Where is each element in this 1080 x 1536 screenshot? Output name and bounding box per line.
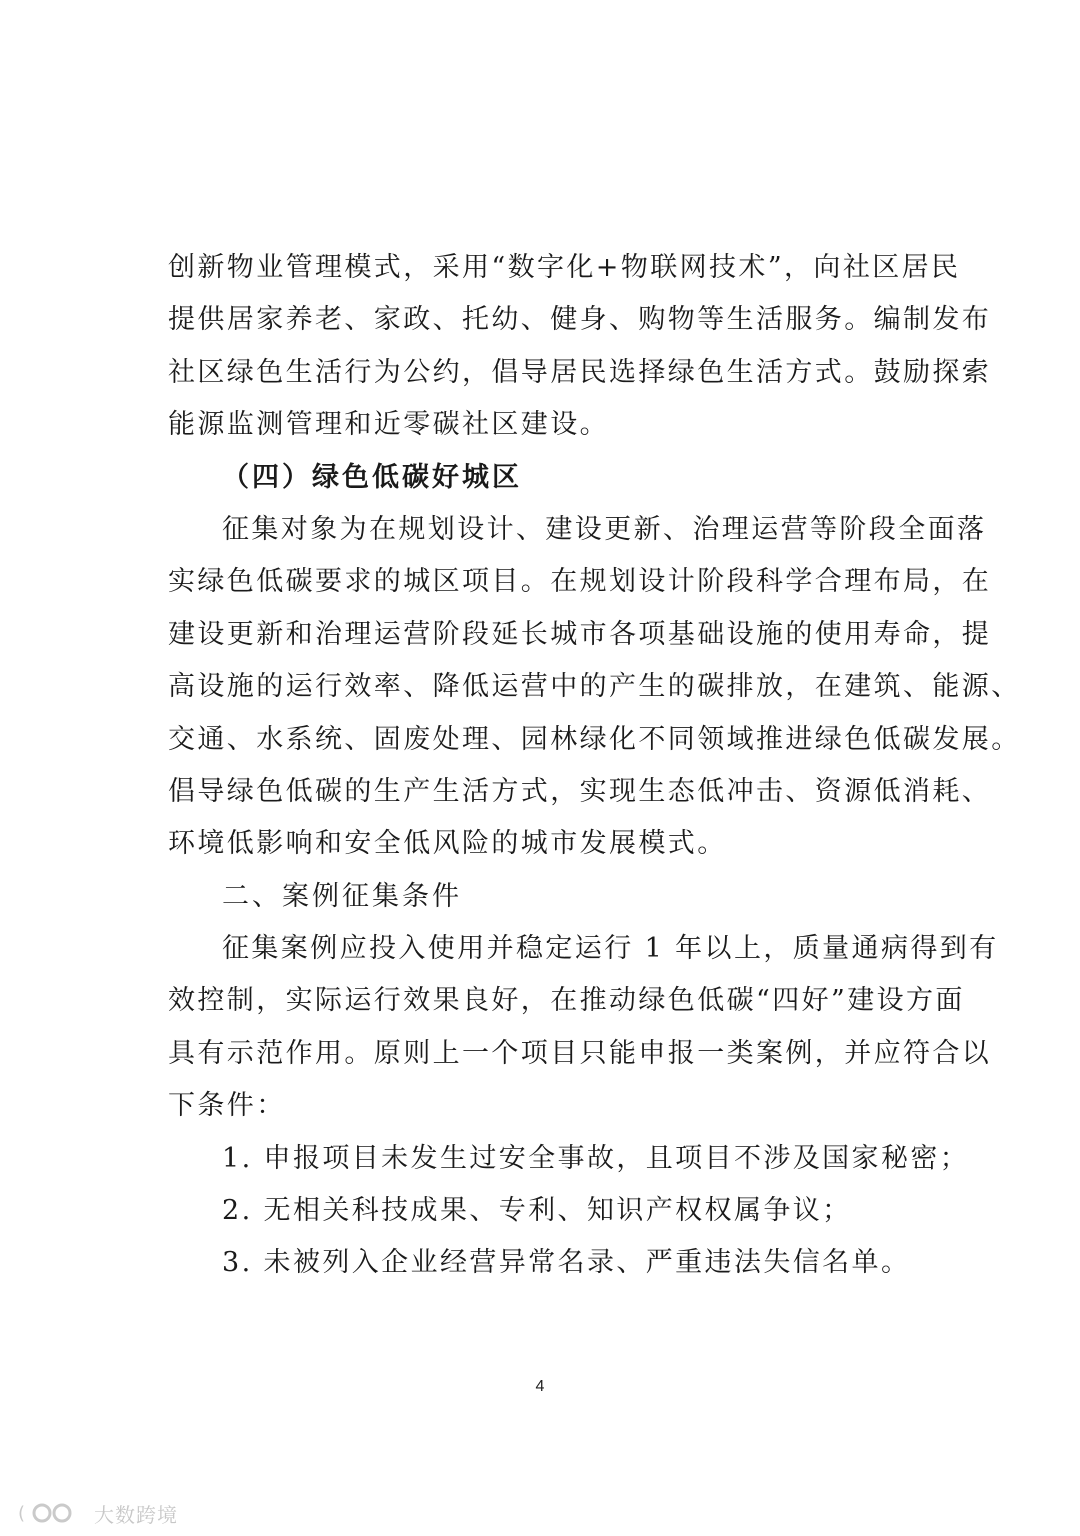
paragraph-line: 征集案例应投入使用并稳定运行 1 年以上，质量通病得到有: [222, 933, 999, 965]
paragraph-line: 创新物业管理模式，采用“数字化+物联网技术”，向社区居民: [168, 252, 961, 283]
subsection-heading: （四）绿色低碳好城区: [222, 461, 522, 493]
paragraph-line: 具有示范作用。原则上一个项目只能申报一类案例，并应符合以: [168, 1037, 992, 1069]
paragraph-line: 建设更新和治理运营阶段延长城市各项基础设施的使用寿命，提: [168, 618, 992, 650]
paragraph-line: 交通、水系统、固废处理、园林绿化不同领域推进绿色低碳发展。: [168, 723, 1021, 755]
paragraph-line: 环境低影响和安全低风险的城市发展模式。: [168, 828, 727, 860]
infinity-logo-icon: [18, 1500, 88, 1526]
paragraph-line: 效控制，实际运行效果良好，在推动绿色低碳“四好”建设方面: [168, 985, 965, 1017]
section-heading: 二、案例征集条件: [222, 880, 462, 912]
svg-text:(: (: [18, 1503, 26, 1524]
paragraph-line: 社区绿色生活行为公约，倡导居民选择绿色生活方式。鼓励探索: [168, 356, 992, 388]
condition-item: 2. 无相关科技成果、专利、知识产权权属争议；: [222, 1195, 852, 1227]
condition-item: 3. 未被列入企业经营异常名录、严重违法失信名单。: [222, 1247, 911, 1279]
paragraph-line: 下条件：: [168, 1090, 286, 1122]
condition-item: 1. 申报项目未发生过安全事故，且项目不涉及国家秘密；: [222, 1142, 970, 1174]
document-body: [168, 242, 1021, 1290]
paragraph-line: 提供居家养老、家政、托幼、健身、购物等生活服务。编制发布: [168, 304, 992, 336]
page-number: 4: [535, 1378, 545, 1395]
paragraph-line: 征集对象为在规划设计、建设更新、治理运营等阶段全面落: [222, 513, 987, 545]
watermark: [18, 1498, 178, 1528]
watermark-text: 大数跨境: [94, 1502, 178, 1527]
paragraph-line: 能源监测管理和近零碳社区建设。: [168, 409, 609, 441]
paragraph-line: 实绿色低碳要求的城区项目。在规划设计阶段科学合理布局，在: [168, 566, 992, 598]
paragraph-line: 高设施的运行效率、降低运营中的产生的碳排放，在建筑、能源、: [168, 671, 1021, 703]
paragraph-line: 倡导绿色低碳的生产生活方式，实现生态低冲击、资源低消耗、: [168, 775, 992, 807]
